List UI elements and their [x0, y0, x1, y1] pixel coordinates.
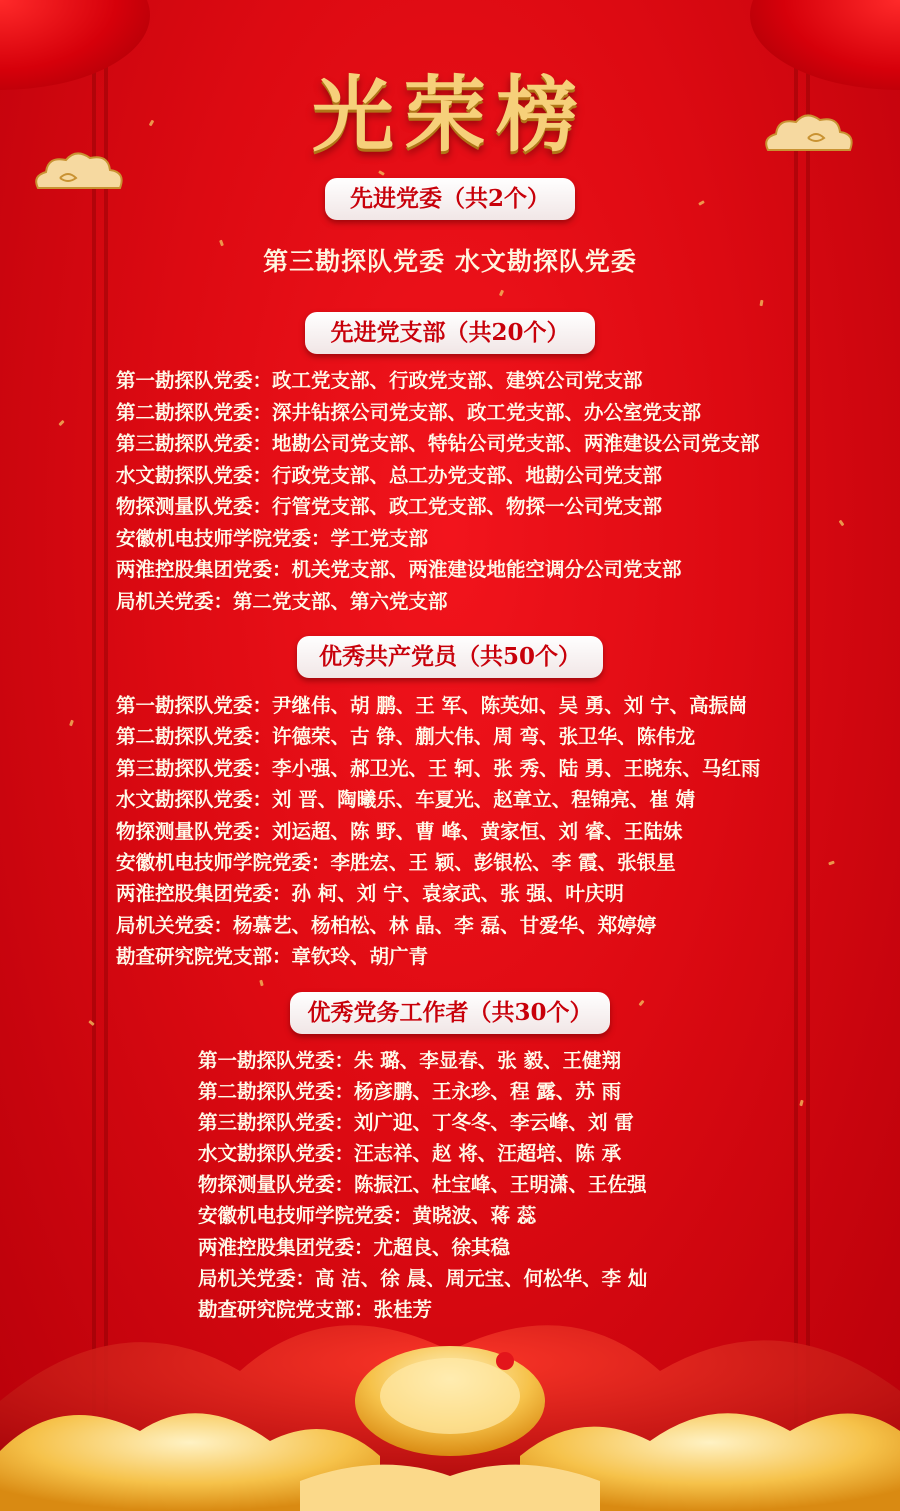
- gold-speck: [828, 861, 835, 866]
- list-item: 水文勘探队党委：刘 晋、陶曦乐、车夏光、赵章立、程锦亮、崔 婧: [116, 788, 696, 812]
- gold-speck: [499, 290, 504, 297]
- list-item: 第一勘探队党委：尹继伟、胡 鹏、王 军、陈英如、吴 勇、刘 宁、高振崗: [116, 694, 748, 717]
- section-header-members: [297, 636, 603, 678]
- list-item: 两淮控股集团党委：机关党支部、两淮建设地能空调分公司党支部: [116, 558, 682, 581]
- page-title: 光荣榜: [311, 68, 588, 163]
- list-item: 安徽机电技师学院党委：学工党支部: [116, 526, 429, 550]
- list-item: 水文勘探队党委：行政党支部、总工办党支部、地勘公司党支部: [116, 463, 663, 487]
- section-header-branches: [305, 312, 595, 354]
- list-item: 物探测量队党委：行管党支部、政工党支部、物探一公司党支部: [116, 495, 663, 518]
- gold-speck: [69, 720, 74, 727]
- section-header-committees: [325, 178, 575, 220]
- list-item: 第三勘探队党委：李小强、郝卫光、王 轲、张 秀、陆 勇、王晓东、马红雨: [116, 756, 761, 780]
- section-header-label: 先进党委（共2个）: [349, 185, 550, 212]
- list-item: 安徽机电技师学院党委：李胜宏、王 颖、彭银松、李 霞、张银星: [116, 851, 676, 875]
- section-header-label: 先进党支部（共20个）: [330, 319, 570, 346]
- list-item: 第三勘探队党委：刘广迎、丁冬冬、李云峰、刘 雷: [198, 1111, 634, 1135]
- gold-speck: [698, 200, 705, 206]
- section-header-label: 优秀党务工作者（共30个）: [307, 999, 593, 1026]
- list-item: 第三勘探队党委：地勘公司党支部、特钻公司党支部、两淮建设公司党支部: [116, 432, 760, 455]
- list-item: 两淮控股集团党委：孙 柯、刘 宁、袁家武、张 强、叶庆明: [116, 882, 624, 906]
- list-item: 局机关党委：高 洁、徐 晨、周元宝、何松华、李 灿: [198, 1266, 648, 1290]
- list-item: 第二勘探队党委：杨彦鹏、王永珍、程 露、苏 雨: [198, 1080, 622, 1104]
- gold-speck: [799, 1100, 803, 1107]
- list-item: 局机关党委：第二党支部、第六党支部: [116, 589, 448, 613]
- gold-speck: [760, 300, 764, 306]
- section-header-workers: [290, 992, 610, 1034]
- list-item: 安徽机电技师学院党委：黄晓波、蒋 蕊: [198, 1204, 537, 1228]
- list-item: 两淮控股集团党委：尤超良、徐其稳: [198, 1235, 511, 1259]
- gold-speck: [839, 520, 845, 527]
- members-list: [116, 690, 760, 973]
- list-item: 物探测量队党委：陈振江、杜宝峰、王明潇、王佐强: [198, 1173, 647, 1197]
- list-item: 第一勘探队党委：政工党支部、行政党支部、建筑公司党支部: [116, 369, 643, 392]
- list-item: 第二勘探队党委：许德荣、古 铮、蒯大伟、周 弯、张卫华、陈伟龙: [116, 725, 696, 749]
- gold-speck: [378, 170, 385, 176]
- gold-speck: [259, 980, 263, 987]
- bottom-cloud-decoration: [0, 1281, 900, 1511]
- gold-speck: [58, 420, 64, 426]
- gold-speck: [638, 1000, 644, 1007]
- list-item: 水文勘探队党委：汪志祥、赵 将、汪超培、陈 承: [198, 1142, 622, 1166]
- committees-content: 第三勘探队党委 水文勘探队党委: [263, 247, 637, 276]
- list-item: 局机关党委：杨慕艺、杨柏松、林 晶、李 磊、甘爱华、郑婷婷: [116, 913, 657, 937]
- list-item: 勘查研究院党支部：章钦玲、胡广青: [116, 945, 429, 969]
- list-item: 物探测量队党委：刘运超、陈 野、曹 峰、黄家恒、刘 睿、王陆妹: [116, 819, 683, 843]
- list-item: 第二勘探队党委：深井钻探公司党支部、政工党支部、办公室党支部: [116, 400, 702, 424]
- list-item: 第一勘探队党委：朱 璐、李显春、张 毅、王健翔: [198, 1049, 622, 1072]
- branches-list: [116, 365, 760, 617]
- list-item: 勘查研究院党支部：张桂芳: [198, 1297, 433, 1321]
- section-header-label: 优秀共产党员（共50个）: [318, 643, 581, 670]
